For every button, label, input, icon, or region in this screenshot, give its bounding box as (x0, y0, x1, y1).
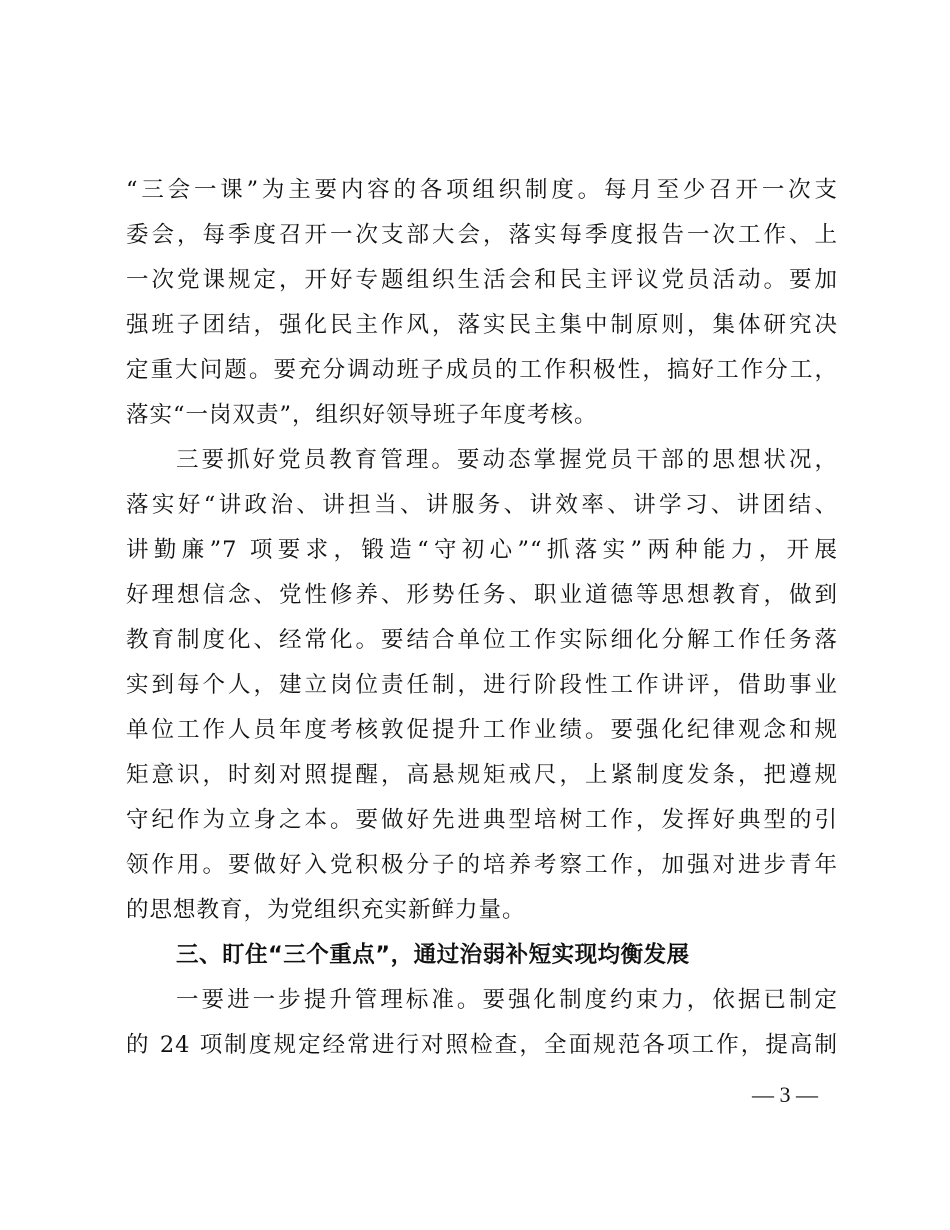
page-number: — 3 — (752, 1082, 818, 1107)
text-line: 单位工作人员年度考核敦促提升工作业绩。要强化纪律观念和规 (126, 717, 838, 743)
text-line: 实到每个人，建立岗位责任制，进行阶段性工作讲评，借助事业 (126, 672, 838, 698)
section-heading: 三、盯住“三个重点”，通过治弱补短实现均衡发展 (176, 942, 690, 968)
text-line: 讲勤廉”7 项要求，锻造“守初心”“抓落实”两种能力，开展 (126, 537, 838, 563)
text-line: 的 24 项制度规定经常进行对照检查，全面规范各项工作，提高制 (126, 1032, 838, 1058)
text-line: 落实“一岗双责”，组织好领导班子年度考核。 (126, 402, 598, 428)
text-line: 定重大问题。要充分调动班子成员的工作积极性，搞好工作分工， (126, 357, 838, 383)
text-line: 好理想信念、党性修养、形势任务、职业道德等思想教育，做到 (126, 582, 838, 608)
text-line: 一次党课规定，开好专题组织生活会和民主评议党员活动。要加 (126, 267, 838, 293)
paragraph-first-line: 一要进一步提升管理标准。要强化制度约束力，依据已制定 (176, 987, 838, 1013)
paragraph-first-line: 三要抓好党员教育管理。要动态掌握党员干部的思想状况， (176, 447, 838, 473)
text-line: “三会一课”为主要内容的各项组织制度。每月至少召开一次支 (126, 177, 838, 203)
text-line: 强班子团结，强化民主作风，落实民主集中制原则，集体研究决 (126, 312, 838, 338)
text-line: 落实好“讲政治、讲担当、讲服务、讲效率、讲学习、讲团结、 (126, 492, 838, 518)
text-line: 领作用。要做好入党积极分子的培养考察工作，加强对进步青年 (126, 852, 838, 878)
text-line: 矩意识，时刻对照提醒，高悬规矩戒尺，上紧制度发条，把遵规 (126, 762, 838, 788)
text-line: 委会，每季度召开一次支部大会，落实每季度报告一次工作、上 (126, 222, 838, 248)
text-line: 守纪作为立身之本。要做好先进典型培树工作，发挥好典型的引 (126, 807, 838, 833)
text-line: 的思想教育，为党组织充实新鲜力量。 (126, 897, 526, 923)
text-line: 教育制度化、经常化。要结合单位工作实际细化分解工作任务落 (126, 627, 838, 653)
